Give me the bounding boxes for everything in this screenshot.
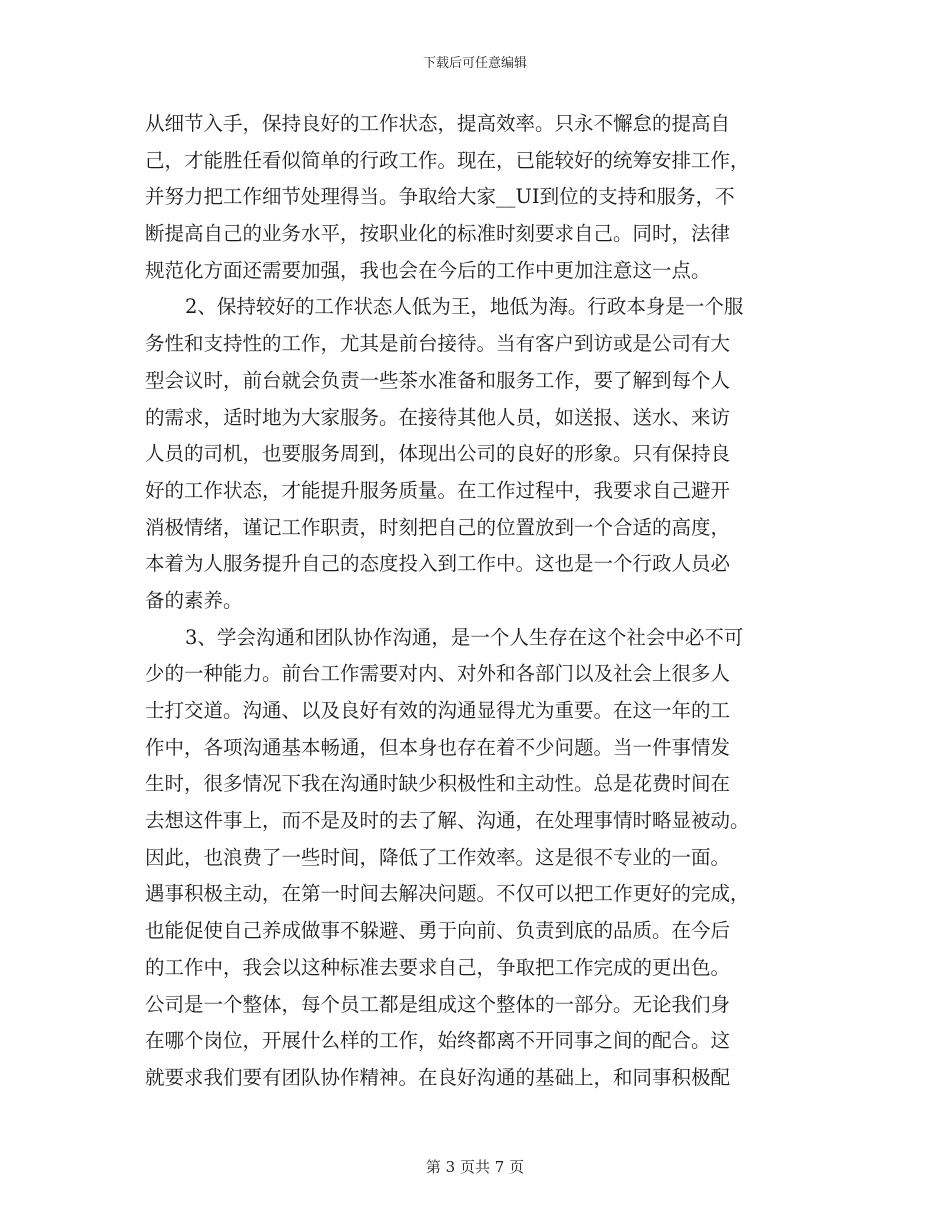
paragraph-3 xyxy=(145,620,810,1097)
text-line: 因此，也浪费了一些时间，降低了工作效率。这是很不专业的一面。 xyxy=(145,845,731,869)
paragraph-1 xyxy=(145,106,810,289)
page-footer: 第 3 页共 7 页 xyxy=(425,1158,525,1176)
text-line: 3、学会沟通和团队协作沟通，是一个人生存在这个社会中必不可 xyxy=(185,625,744,649)
text-line: 从细节入手，保持良好的工作状态，提高效率。只永不懈怠的提高自 xyxy=(145,112,731,135)
text-line: 的需求，适时地为大家服务。在接待其他人员，如送报、送水、来访 xyxy=(145,405,731,429)
text-line: 去想这件事上，而不是及时的去了解、沟通，在处理事情时略显被动。 xyxy=(145,809,750,833)
text-line: 公司是一个整体，每个员工都是组成这个整体的一部分。无论我们身 xyxy=(145,992,731,1016)
text-line: 人员的司机，也要服务周到，体现出公司的良好的形象。只有保持良 xyxy=(145,442,731,466)
text-line: 士打交道。沟通、以及良好有效的沟通显得尤为重要。在这一年的工 xyxy=(145,699,731,722)
text-line: 规范化方面还需要加强，我也会在今后的工作中更加注意这一点。 xyxy=(145,258,711,282)
text-line: 也能促使自己养成做事不躲避、勇于向前、负责到底的品质。在今后 xyxy=(145,919,731,943)
text-line: 备的素养。 xyxy=(145,588,243,612)
text-line: 遇事积极主动，在第一时间去解决问题。不仅可以把工作更好的完成， xyxy=(145,882,750,906)
text-line: 本着为人服务提升自己的态度投入到工作中。这也是一个行政人员必 xyxy=(145,552,731,576)
text-line: 就要求我们要有团队协作精神。在良好沟通的基础上，和同事积极配 xyxy=(145,1065,731,1089)
page-header: 下载后可任意编辑 xyxy=(422,56,527,71)
text-line: 在哪个岗位，开展什么样的工作，始终都离不开同事之间的配合。这 xyxy=(145,1029,731,1053)
text-line: 作中，各项沟通基本畅通，但本身也存在着不少问题。当一件事情发 xyxy=(145,735,731,759)
text-line: 好的工作状态，才能提升服务质量。在工作过程中，我要求自己避开 xyxy=(145,478,731,502)
text-line: 生时，很多情况下我在沟通时缺少积极性和主动性。总是花费时间在 xyxy=(145,772,731,796)
document-body xyxy=(145,106,810,1097)
text-line: 并努力把工作细节处理得当。争取给大家__UI到位的支持和服务，不 xyxy=(145,185,735,209)
text-line: 少的一种能力。前台工作需要对内、对外和各部门以及社会上很多人 xyxy=(145,662,731,686)
paragraph-2 xyxy=(145,289,810,619)
text-line: 断提高自己的业务水平，按职业化的标准时刻要求自己。同时，法律 xyxy=(145,222,731,246)
text-line: 消极情绪，谨记工作职责，时刻把自己的位置放到一个合适的高度， xyxy=(145,515,731,539)
text-line: 己，才能胜任看似简单的行政工作。现在，已能较好的统筹安排工作， xyxy=(145,148,750,172)
text-line: 2、保持较好的工作状态人低为王，地低为海。行政本身是一个服 xyxy=(185,295,744,319)
text-line: 的工作中，我会以这种标准去要求自己，争取把工作完成的更出色。 xyxy=(145,955,731,979)
text-line: 务性和支持性的工作，尤其是前台接待。当有客户到访或是公司有大 xyxy=(145,332,731,356)
text-line: 型会议时，前台就会负责一些茶水准备和服务工作，要了解到每个人 xyxy=(145,368,731,392)
